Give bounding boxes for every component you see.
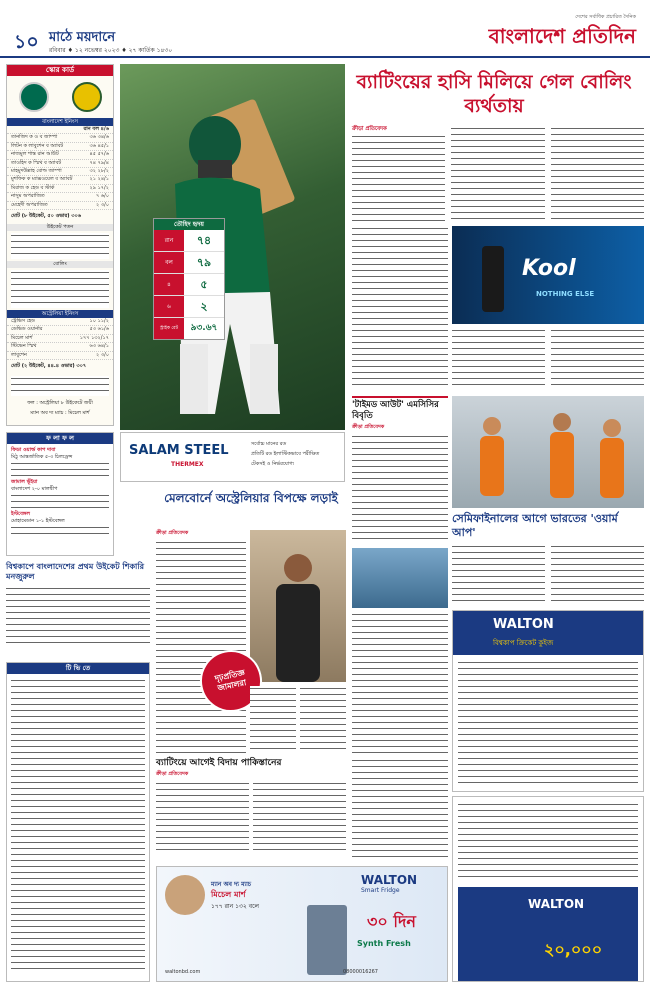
bowling-title: বোলিং: [7, 261, 113, 268]
aus-batting-table: [7, 318, 113, 360]
story-column: [250, 686, 296, 754]
stat-label: বল: [154, 252, 184, 273]
walton-hotline: 08000016267: [343, 969, 378, 975]
story-column: [451, 126, 544, 222]
stat-value: ৫: [200, 278, 208, 291]
result-line: ফল : অস্ট্রেলিয়া ৮ উইকেটে জয়ী: [27, 400, 93, 407]
result-lines: [11, 525, 109, 539]
walton-prize-ad: [452, 796, 644, 982]
main-story-upper: [352, 126, 644, 222]
page-number: ১০: [14, 31, 39, 53]
table-row: লাবুশেন ২ ৩/০: [7, 352, 113, 360]
wc-title: বিশ্বকাপে বাংলাদেশের প্রথম উইকেট শিকারি মনজুরুল: [6, 562, 145, 581]
scorecard-box: [6, 64, 114, 426]
byline: ক্রীড়া প্রতিবেদক: [156, 771, 189, 777]
australia-badge-icon: [72, 82, 102, 112]
bangladesh-badge-icon: [19, 82, 49, 112]
srilanka-photo: [352, 548, 448, 608]
walton-mom-name: মিচেল মার্শ: [211, 890, 246, 899]
warranty-days: ৩০ দিন: [367, 912, 416, 931]
walton-logo: WALTON: [528, 897, 585, 911]
walton-fridge-ad: [156, 866, 448, 982]
table-row: মেহেদী অপরাজিত ২ ৩/০: [7, 202, 113, 210]
table-row: তাওহিদ ক স্মিথ ব অ্যাবট ৭৪ ৭৯/৪: [7, 160, 113, 168]
story-column: [352, 134, 445, 222]
results-title: ফ লা ফ ল: [7, 433, 113, 444]
mom-line: ম্যান অব দ্য ম্যাচ : মিচেল মার্শ: [30, 410, 90, 417]
result-heading: ফিডা ওয়ার্ল্ড কাপ দাবা: [11, 447, 56, 453]
bd-total: মোট (৮ উইকেট, ৫০ ওভার) ৩০৬: [11, 213, 81, 220]
quiz-rules: [458, 802, 638, 882]
result-heading: ইস্টবেঙ্গল: [11, 511, 30, 517]
story-column: [156, 540, 246, 754]
warmup-story: [452, 544, 644, 606]
tv-box: [6, 662, 150, 982]
innings2-title: অস্ট্রেলিয়া ইনিংস: [7, 310, 113, 318]
date-line: রবিবার ♦ ১২ নভেম্বর ২০২৩ ♦ ২৭ কার্তিক ১৪৩০: [49, 47, 173, 54]
melbourne-story-lower: [250, 686, 346, 754]
result-text: মিঠু আন্তর্জাতিক ৫-৩ চিলড্রেন্স: [11, 454, 73, 460]
main-headline: ব্যাটিংয়ের হাসি মিলিয়ে গেল বোলিং ব্যর্থতায়: [356, 71, 632, 117]
story-column: [253, 781, 346, 855]
melbourne-story: [156, 530, 246, 754]
result-heading: জামাল ভূঁইয়া: [11, 479, 38, 485]
story-column: [452, 544, 545, 606]
byline: ক্রীড়া প্রতিবেদক: [156, 530, 189, 536]
stat-value: ৭৪: [196, 234, 212, 247]
prize-amount: ২০,০০০: [544, 940, 603, 959]
player-figure-icon: [250, 530, 346, 682]
wc-body: [6, 586, 150, 646]
kool-tagline: NOTHING ELSE: [536, 290, 595, 298]
middle-story: [352, 548, 448, 754]
table-header: রান বল ৪/৬: [7, 126, 113, 134]
walton-mom: ম্যান অব দ্য ম্যাচ: [211, 881, 252, 888]
melbourne-headline: মেলবোর্নে অস্ট্রেলিয়ার বিপক্ষে লড়াই: [164, 491, 338, 505]
quiz-questions: [458, 660, 638, 788]
badge-determined: দৃঢ়প্রতিজ্ঞ জামালরা: [194, 644, 268, 718]
section-name: মাঠে ময়দানে: [49, 30, 116, 45]
brand-tagline: দেশের সর্বাধিক প্রচারিত দৈনিক: [575, 14, 636, 20]
aus-fow-text: [11, 376, 109, 396]
bd-batting-table: [7, 126, 113, 210]
tv-listing: [11, 678, 145, 974]
fridge-icon: [307, 905, 347, 975]
team-flags: [7, 76, 113, 118]
table-row: ডেভিড ওয়ার্নার ৫৩ ৬১/৬: [7, 326, 113, 334]
stat-label: ৬: [154, 296, 184, 317]
pakistan-headline: ব্যাটিংয়ে আগেই বিদায় পাকিস্তানের: [156, 758, 282, 768]
walton-quiz-ad: [452, 610, 644, 792]
story-column: [352, 758, 448, 862]
warmup-headline: সেমিফাইনালের আগে ভারতের 'ওয়ার্ম আপ': [452, 512, 618, 539]
result-lines: [11, 493, 109, 511]
walton-web: waltonbd.com: [165, 969, 201, 975]
walton-logo: WALTON: [361, 873, 418, 887]
walton-fridge-title: Smart Fridge: [361, 887, 400, 894]
innings1-title: বাংলাদেশ ইনিংস: [7, 118, 113, 126]
story-column: [300, 686, 346, 754]
hero-stats-title: তৌহিদ হৃদয়: [154, 219, 224, 230]
table-row: মিরাজ ক হেড ব স্টার্ক ২৯ ১৭/২: [7, 185, 113, 193]
result-text: মোহামেডান ১-১ ইস্টবেঙ্গল: [11, 518, 65, 524]
table-row: নাজমুল শান্ত রান আউট ৪৫ ৫৭/৬: [7, 151, 113, 159]
story-column: [452, 328, 545, 390]
stat-label: রান: [154, 230, 184, 251]
kool-logo: Kool: [522, 256, 576, 281]
stat-value: ৭৯: [196, 256, 212, 269]
page-header: [0, 0, 650, 58]
walton-quiz-title: বিশ্বকাপ ক্রিকেট কুইজ: [493, 639, 554, 647]
fow-text: [11, 233, 109, 259]
stat-value: ৯৩.৬৭: [190, 323, 218, 333]
timed-out-title: 'টাইমড আউট' এমসিসির বিবৃতি: [352, 396, 448, 422]
results-box: [6, 432, 114, 556]
table-row: স্টিভেন স্মিথ ৬৩ ৬৪/১: [7, 343, 113, 351]
timed-out-story: [352, 396, 448, 544]
stat-label: স্ট্রাইক রেট: [154, 318, 184, 339]
story-column: [352, 612, 448, 754]
fow-title: উইকেট পতন: [7, 224, 113, 231]
table-row: নাসুম অপরাজিত ৭ ৬/০: [7, 193, 113, 201]
table-row: মাহমুদউল্লাহ বোল্ড জাম্পা ৩২ ২৮/২: [7, 168, 113, 176]
pakistan-story-cont: [352, 758, 448, 862]
bowling-text: [11, 270, 109, 308]
main-story-lower: [452, 328, 644, 390]
story-column: [352, 434, 448, 542]
story-column: [156, 781, 249, 855]
result-text: বাংলাদেশ ২-০ মালদ্বীপ: [11, 486, 58, 492]
story-column: [551, 126, 644, 222]
walton-logo: WALTON: [493, 617, 554, 632]
table-row: মিচেল মার্শ ১৭৭ ১৩২/১৭: [7, 335, 113, 343]
story-column: [551, 544, 644, 606]
byline: ক্রীড়া প্রতিবেদক: [352, 126, 387, 132]
table-row: মুশফিক ক ম্যাক্সওয়েল ব অ্যাবট ২১ ২৪/১: [7, 176, 113, 184]
players-figure-icon: [452, 396, 644, 508]
byline: ক্রীড়া প্রতিবেদক: [352, 424, 385, 430]
story-column: [551, 328, 644, 390]
table-row: ট্রেভিস হেড ১০ ১১/২: [7, 318, 113, 326]
pakistan-story: [156, 758, 346, 862]
player-portrait-icon: [165, 875, 205, 915]
main-story-left-col: [352, 226, 448, 390]
salam-steel-ad: [120, 432, 345, 482]
india-warmup-photo: [452, 396, 644, 508]
jamal-photo: [250, 530, 346, 682]
kool-bottle-icon: [482, 246, 504, 312]
brand-logo: বাংলাদেশ প্রতিদিন: [488, 24, 636, 48]
story-column: [352, 226, 448, 390]
tv-title: টি ভি তে: [7, 663, 149, 674]
table-row: তানজিদ ক ও ব জাম্পা ৩৬ ৩৪/৬: [7, 134, 113, 142]
table-row: লিটন ক লাবুশেন ব অ্যাবট ৩৬ ৪৫/১: [7, 143, 113, 151]
salam-points: সর্বোচ্চ মানের রড প্রতিটি রড ইলাস্টিকভাবে পরীক্ষিত টেকসই ও নির্ভরযোগ্য: [251, 441, 320, 467]
scorecard-title: স্কোর কার্ড: [7, 65, 113, 76]
salam-logo: SALAM STEEL: [129, 443, 229, 458]
walton-mom-score: ১৭৭ রান ১৩২ বলে: [211, 903, 259, 910]
synth-fresh: Synth Fresh: [357, 939, 411, 948]
aus-total: মোট (২ উইকেট, ৪৪.৪ ওভার) ৩০৭: [11, 363, 87, 370]
kool-ad: [452, 226, 644, 324]
hero-stats-box: [153, 218, 225, 340]
wc-story: [6, 562, 150, 658]
stat-value: ২: [200, 300, 208, 313]
stat-label: ৪: [154, 274, 184, 295]
salam-sub: THERMEX: [171, 461, 204, 468]
result-lines: [11, 461, 109, 479]
